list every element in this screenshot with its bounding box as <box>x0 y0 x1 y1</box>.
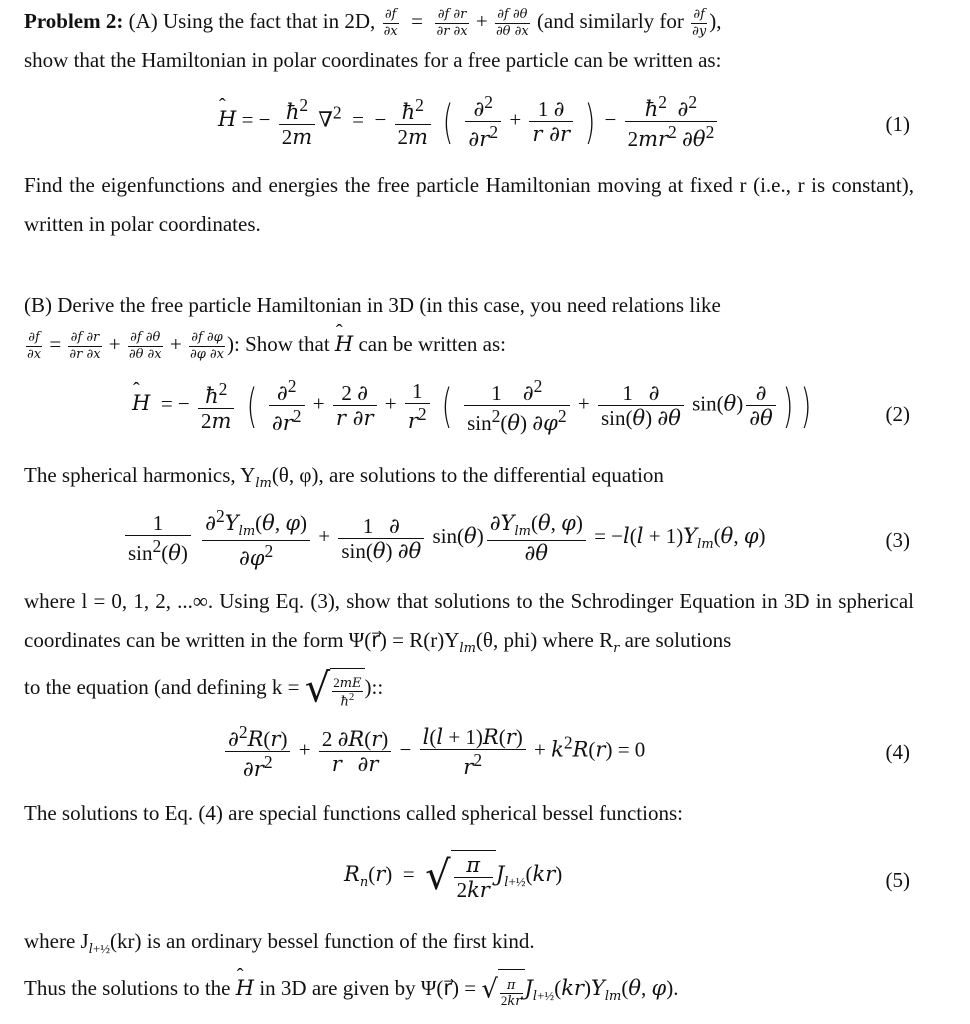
problem-label: Problem 2 <box>24 9 117 33</box>
equation-number-3: (3) <box>885 528 910 552</box>
solutions-text: The solutions to Eq. (4) are special functions called spherical bessel functions: <box>24 801 683 825</box>
part-b-intro: (B) Derive the free particle Hamiltonian in 3D (in this case, you need relations like $\frac{\partial f}{\partial x}$ = $\frac{\partial f \partial r}{\partial r \partial x}$ + $\frac{\partial f \partial\theta}{\partial\theta \partial x}$ + $\frac{\partial f \partial\varphi}{\partial\varphi \partial x}$ ): Show that ˆ H can be written as: <box>24 286 914 364</box>
equation-number-2: (2) <box>885 402 910 426</box>
equation-number-4: (4) <box>885 740 910 764</box>
where-l-text: where l = 0, 1, 2, ...∞. Using Eq. (3), show that solutions to the Schrodinger Equation in 3D in spherical coordinates can be written in the form Ψ(r⃗) = $R(r)Y_{lm}(\theta$, phi) where $R_r$ are solutions to the equation (and defining k = √ $\frac{2mE}{ħ^2}$ ):: <box>24 589 914 712</box>
harmonics-text: The spherical harmonics, $Y_{lm}(\theta$, φ), are solutions to the differential equation <box>24 463 664 492</box>
equation-number-1: (1) <box>885 112 910 136</box>
part-a-find: Find the eigenfunctions and energies the free particle Hamiltonian moving at fixed r (i.e., r is constant), written in polar coordinates. <box>24 173 914 236</box>
part-a-intro: Problem 2: (A) Using the fact that in 2D, $\frac{\partial f}{\partial x}$ = $\frac{\partial f \partial r}{\partial r \partial x}$ + $\frac{\partial f \partial\theta}{\partial\theta \partial x}$ (and similarly for $\frac{\partial f}{\partial y}$ ), show that the Hamiltonian in polar coordinates for a free particle can be written as: <box>24 7 722 72</box>
document-page: Problem 2: (A) Using the fact that in 2D, $\frac{\partial f}{\partial x}$ = $\frac{\partial f \partial r}{\partial r \partial x}$ + $\frac{\partial f \partial\theta}{\partial\theta \partial x}$ (and similarly for $\frac{\partial f}{\partial y}$ ), show that the Hamiltonian in polar coordinates for a free particle can be written as: ˆ H = − $\frac{ħ^2}{2m}$ ∇$^2$ = − $\frac{ħ^2}{2m}$ ( $\frac{\partial^2}{\partial r^2}$ + $\frac{1 \partial}{r \partial r}$ ) − $\frac{ħ^2 \partial^2}{2mr^2 \partial\theta^2}$ (1) Find the eigenfunctions and energies the free particle Hamiltonian moving at fixed r (i.e., r is constant), written in polar coordinates. (B) Derive the free particle Hamiltonian in 3D (in this case, you need relations like $\frac{\partial f}{\partial x}$ = $\frac{\partial f \partial r}{\partial r \partial x}$ + $\frac{\partial f \partial\theta}{\partial\theta \partial x}$ + $\frac{\partial f \partial\varphi}{\partial\varphi \partial x}$ ): Show that ˆ H can be written as: ˆ H = − $\frac{ħ^2}{2m}$ ( $\frac{\partial^2}{\partial r^2}$ + $\frac{2 \partial}{r \partial r}$ + $\frac{1}{r^2}$ ( $\frac{1 \partial^2}{\sin^2(\theta) \partial\varphi^2}$ + $\frac{1 \partial}{\sin(\theta) \partial\theta}$ sin(θ) $\frac{\partial}{\partial\theta}$ ) ) (2) The spherical harmonics, $Y_{lm}(\theta$, φ), are solutions to the differential equation $\frac{1}{\sin^2(\theta)}$ $\frac{\partial^2Y_{lm}(\theta, \varphi)}{\partial\varphi^2}$ + $\frac{1 \partial}{\sin(\theta) \partial\theta}$ sin(θ) $\frac{\partial Y_{lm}(\theta, \varphi)}{\partial\theta}$ = $-l(l + 1)Y_{lm}(\theta$, φ) (3) where l = 0, 1, 2, ...∞. Using Eq. (3), show that solutions to the Schrodinger Equation in 3D in spherical coordinates can be written in the form Ψ(r⃗) = $R(r)Y_{lm}(\theta$, phi) where $R_r$ are solutions to the equation (and defining k = √ $\frac{2mE}{ħ^2}$ ):: $\frac{\partial^2R(r)}{\partial r^2}$ + $\frac{2 \partial R(r)}{r \partial r}$ − $\frac{l(l + 1)R(r)}{r^2}$ + $k^2R(r) = 0$ (4) The solutions to Eq. (4) are special functions called spherical bessel functions: $R_n(r)$ = √ $\frac{\pi}{2kr}$ $J_{l+\frac{1}{2}}(kr)$ (5) where $J_{l+\frac{1}{2}}(kr)$ is an ordinary bessel function of the first kind. Thus the solutions to the ˆ H in 3D are given by Ψ(r⃗) = √ $\frac{\pi}{2kr}$ $J_{l+\frac{1}{2}}(kr)Y_{lm}(\theta$, φ). <box>0 0 970 1024</box>
where-j-text: where $J_{l+\frac{1}{2}}(kr)$ is an ordinary bessel function of the first kind. Thus the solutions to the ˆ H in 3D are given by Ψ(r⃗) = √ $\frac{\pi}{2kr}$ $J_{l+\frac{1}{2}}(kr)Y_{lm}(\theta$, φ). <box>24 922 914 1016</box>
equation-number-5: (5) <box>885 868 910 892</box>
